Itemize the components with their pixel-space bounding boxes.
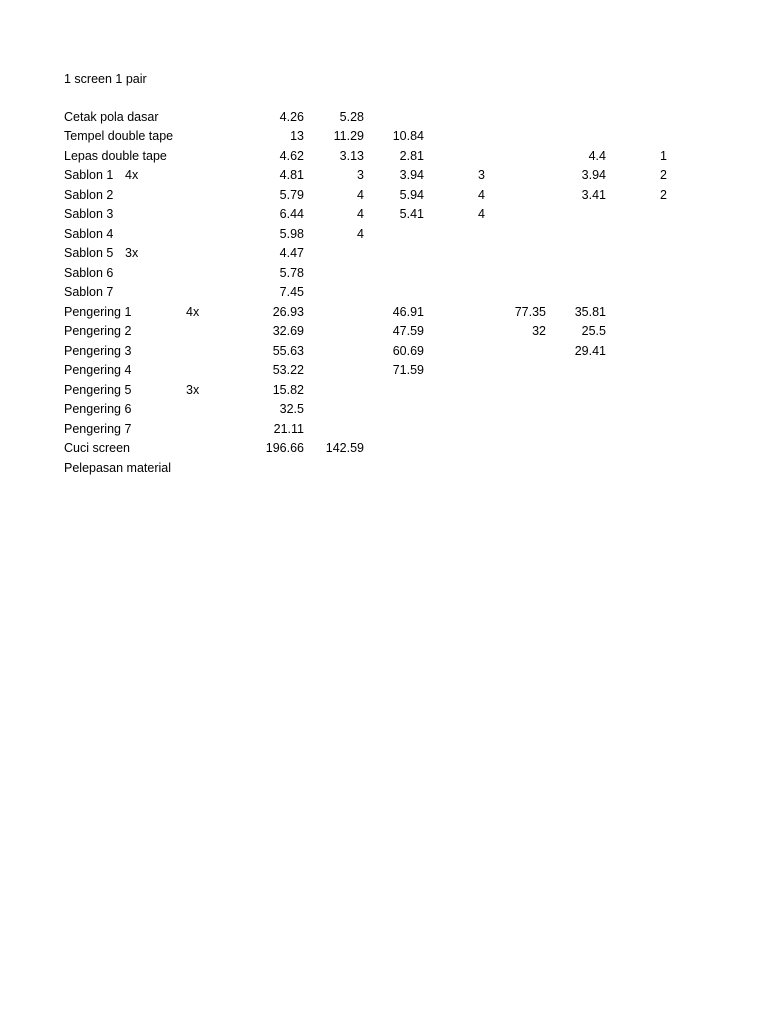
row-note: 4x: [125, 168, 139, 182]
value-cell-n3: 71.59: [392, 363, 424, 377]
value-cell-n4: 4: [478, 187, 485, 202]
value-cell-n2: 4: [357, 187, 364, 202]
value-cell-n3: 60.69: [392, 343, 424, 358]
table-row: [0, 205, 768, 225]
row-label: Lepas double tape: [64, 148, 167, 163]
value-cell-n1: 4.81: [279, 168, 304, 182]
value-cell-n2: 4: [357, 226, 364, 241]
value-cell-n1: 4.26: [279, 109, 304, 124]
value-cell-n1: 21.11: [273, 421, 304, 436]
value-cell-n1: 13: [290, 129, 304, 143]
table-row: [0, 322, 768, 342]
value-cell-n3: 46.91: [392, 304, 424, 319]
value-cell-n1: 5.79: [279, 187, 304, 202]
row-note: 4x: [186, 304, 200, 319]
value-cell-n1: 5.98: [279, 226, 304, 241]
value-cell-n1: 32.69: [272, 324, 304, 338]
value-cell-n3: 5.94: [399, 187, 424, 202]
value-cell-n4: 4: [478, 207, 485, 221]
table-row: [0, 303, 768, 323]
value-cell-n2: 11.29: [333, 129, 364, 143]
value-cell-n1: 26.93: [272, 304, 304, 319]
value-cell-n2: 4: [357, 207, 364, 221]
row-label: Pengering 6: [64, 402, 132, 416]
value-cell-n7: 2: [660, 187, 667, 202]
value-cell-n3: 5.41: [399, 207, 424, 221]
row-label: Sablon 4: [64, 226, 114, 241]
row-label: Pelepasan material: [64, 460, 172, 475]
row-label: Pengering 5: [64, 382, 132, 397]
row-label: Pengering 4: [64, 363, 132, 377]
value-cell-n1: 4.62: [279, 148, 304, 163]
value-cell-n1: 7.45: [279, 285, 304, 299]
row-label: Sablon 1: [64, 168, 114, 182]
value-cell-n2: 3: [357, 168, 364, 182]
value-cell-n1: 5.78: [279, 265, 304, 280]
value-cell-n5: 77.35: [514, 304, 546, 319]
row-label: Sablon 2: [64, 187, 114, 202]
row-label: Cuci screen: [64, 441, 130, 455]
row-label: Cetak pola dasar: [64, 109, 159, 124]
value-cell-n6: 3.41: [581, 187, 606, 202]
table-row: [0, 400, 768, 420]
table-row: [0, 127, 768, 147]
row-label: Pengering 7: [64, 421, 132, 436]
row-label: Pengering 1: [64, 304, 132, 319]
row-label: Pengering 3: [64, 343, 132, 358]
row-note: 3x: [186, 382, 200, 397]
value-cell-n4: 3: [478, 168, 485, 182]
value-cell-n3: 3.94: [399, 168, 424, 182]
value-cell-n1: 6.44: [279, 207, 304, 221]
value-cell-n1: 55.63: [272, 343, 304, 358]
value-cell-n2: 3.13: [339, 148, 364, 163]
value-cell-n2: 142.59: [325, 441, 364, 455]
table-row: [0, 166, 768, 186]
value-cell-n1: 53.22: [272, 363, 304, 377]
value-cell-n5: 32: [532, 324, 546, 338]
table-row: [0, 420, 768, 440]
value-cell-n1: 32.5: [279, 402, 304, 416]
value-cell-n3: 2.81: [399, 148, 424, 163]
value-cell-n1: 15.82: [272, 382, 304, 397]
table-row: [0, 147, 768, 167]
value-cell-n2: 5.28: [339, 109, 364, 124]
row-label: Sablon 7: [64, 285, 114, 299]
value-cell-n3: 47.59: [392, 324, 424, 338]
row-label: Pengering 2: [64, 324, 132, 338]
value-cell-n6: 35.81: [574, 304, 606, 319]
value-cell-n6: 3.94: [581, 168, 606, 182]
table-row: [0, 459, 768, 479]
value-cell-n1: 4.47: [279, 246, 304, 260]
table-row: [0, 381, 768, 401]
sheet-title: 1 screen 1 pair: [64, 72, 147, 86]
value-cell-n1: 196.66: [265, 441, 304, 455]
row-note: 3x: [125, 246, 139, 260]
value-cell-n6: 29.41: [574, 343, 606, 358]
table-row: [0, 361, 768, 381]
value-cell-n3: 10.84: [392, 129, 424, 143]
value-cell-n7: 1: [660, 148, 667, 163]
table-row: [0, 225, 768, 245]
row-label: Sablon 6: [64, 265, 114, 280]
table-row: [0, 342, 768, 362]
table-row: [0, 186, 768, 206]
table-row: [0, 283, 768, 303]
value-cell-n6: 25.5: [581, 324, 606, 338]
table-row: [0, 244, 768, 264]
table-row: [0, 439, 768, 459]
row-label: Tempel double tape: [64, 129, 174, 143]
row-label: Sablon 3: [64, 207, 114, 221]
table-row: [0, 264, 768, 284]
value-cell-n6: 4.4: [588, 148, 606, 163]
value-cell-n7: 2: [660, 168, 667, 182]
table-row: [0, 108, 768, 128]
row-label: Sablon 5: [64, 246, 114, 260]
